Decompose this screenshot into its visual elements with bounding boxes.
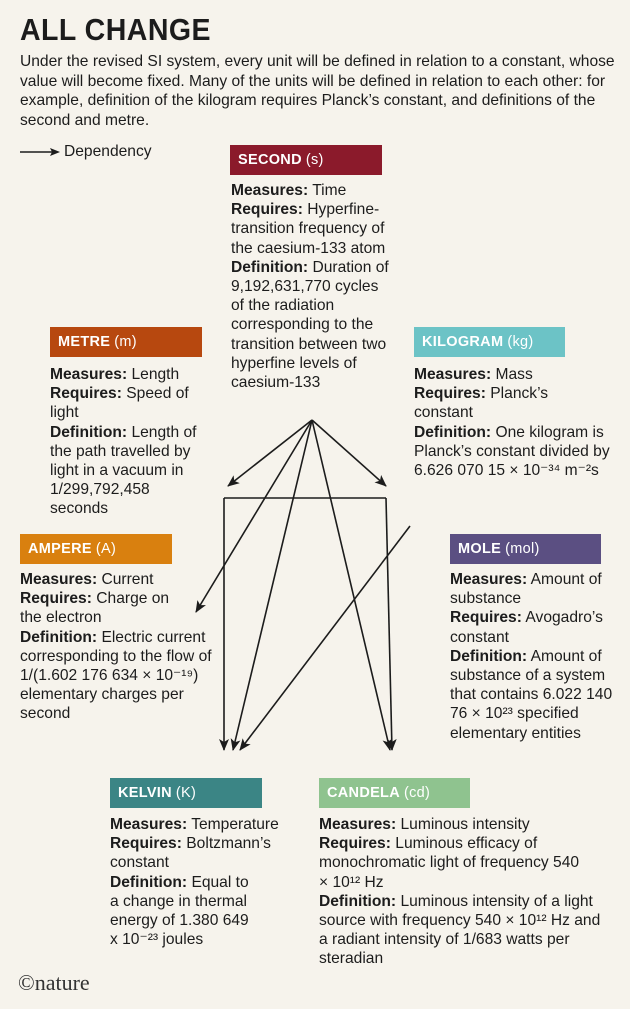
arrow-second-to-candela-a: [312, 420, 390, 750]
metre-info: [50, 365, 212, 519]
candela-name: CANDELA: [327, 785, 400, 801]
kilogram-definition-label: Definition:: [414, 423, 492, 441]
second-header: [230, 145, 382, 175]
arrow-kilogram-to-kelvin: [240, 526, 410, 750]
nature-logo: ©nature: [18, 970, 90, 995]
mole-symbol: (mol): [505, 541, 540, 557]
mole-definition-label: Definition:: [450, 647, 528, 665]
kilogram-header: [414, 327, 565, 357]
ampere-requires-label: Requires:: [20, 590, 92, 608]
ampere-measures: Current: [101, 571, 154, 588]
kelvin-measures: Temperature: [191, 816, 279, 833]
candela-info: [319, 815, 609, 969]
metre-name: METRE: [58, 334, 111, 350]
metre-requires-label: Requires:: [50, 385, 122, 403]
legend-label: Dependency: [64, 143, 152, 160]
mole-name: MOLE: [458, 541, 502, 557]
ampere-header: [20, 534, 172, 564]
mole-info: [450, 570, 620, 743]
ampere-name: AMPERE: [28, 541, 92, 557]
ampere-definition: Electric current corresponding to the flow of 1/(1.602 176 634 × 10⁻¹⁹) elementary charges per second: [20, 628, 212, 723]
mole-definition: Amount of substance of a system that contains 6.022 140 76 × 10²³ specified elementary entities: [450, 647, 613, 742]
kelvin-header: [110, 778, 262, 808]
metre-definition-label: Definition:: [50, 423, 128, 441]
candela-requires: Luminous efficacy of monochromatic light of frequency 540 × 10¹² Hz: [319, 835, 580, 891]
second-requires: Hyperfine-transition frequency of the caesium-133 atom: [231, 201, 386, 257]
candela-definition: Luminous intensity of a light source with frequency 540 × 10¹² Hz and a radiant intensity of 1/683 watts per steradian: [319, 892, 601, 968]
second-measures-label: Measures:: [231, 182, 309, 199]
ampere-symbol: (A): [95, 541, 117, 557]
arrow-second-to-kelvin-a: [233, 420, 312, 750]
ampere-definition-label: Definition:: [20, 628, 98, 646]
mole-measures: Amount of substance: [450, 571, 602, 608]
metre-symbol: (m): [114, 334, 137, 350]
intro-text: Under the revised SI system, every unit will be defined in relation to a constant, whose value will become fixed. Many of the units will be defined in relation to each other: for example, definition of the kilogram requires Planck’s constant, and definitions of the second and metre.: [20, 53, 615, 129]
kelvin-definition-label: Definition:: [110, 873, 188, 891]
metre-measures: Length: [131, 366, 180, 383]
mole-requires-label: Requires:: [450, 609, 522, 627]
metre-definition: Length of the path travelled by light in a vacuum in 1/299,792,458 seconds: [50, 423, 197, 518]
mole-header: [450, 534, 601, 564]
kilogram-requires: Planck’s constant: [414, 385, 549, 422]
ampere-requires: Charge on the electron: [20, 590, 170, 627]
kelvin-requires-label: Requires:: [110, 835, 182, 853]
kilogram-info: [414, 365, 624, 480]
kilogram-measures: Mass: [495, 366, 533, 383]
ampere-measures-label: Measures:: [20, 571, 98, 588]
second-requires-label: Requires:: [231, 201, 303, 219]
candela-measures-label: Measures:: [319, 816, 397, 833]
kilogram-name: KILOGRAM: [422, 334, 504, 350]
second-definition-label: Definition:: [231, 258, 309, 276]
second-info: [231, 181, 391, 392]
page-title: ALL CHANGE: [20, 12, 212, 47]
ampere-info: [20, 570, 220, 724]
kelvin-measures-label: Measures:: [110, 816, 188, 833]
mole-requires: Avogadro’s constant: [450, 609, 603, 646]
candela-header: [319, 778, 470, 808]
kelvin-definition: Equal to a change in thermal energy of 1.380 649 x 10⁻²³ joules: [110, 873, 249, 949]
kilogram-definition: One kilogram is Planck’s constant divided by 6.626 070 15 × 10⁻³⁴ m⁻²s: [414, 423, 610, 480]
second-symbol: (s): [305, 152, 324, 168]
kelvin-requires: Boltzmann’s constant: [110, 835, 271, 872]
kilogram-measures-label: Measures:: [414, 366, 492, 383]
arrow-kilogram-to-candela: [386, 498, 392, 750]
kelvin-info: [110, 815, 295, 949]
metre-measures-label: Measures:: [50, 366, 128, 383]
kilogram-requires-label: Requires:: [414, 385, 486, 403]
kelvin-name: KELVIN: [118, 785, 172, 801]
kelvin-symbol: (K): [175, 785, 197, 801]
arrow-second-to-kilogram: [312, 420, 386, 486]
candela-measures: Luminous intensity: [400, 816, 530, 833]
second-measures: Time: [312, 182, 347, 199]
metre-header: [50, 327, 202, 357]
mole-measures-label: Measures:: [450, 571, 528, 588]
arrow-second-to-metre: [228, 420, 312, 486]
second-definition: Duration of 9,192,631,770 cycles of the radiation corresponding to the transition between two hyperfine levels of caesium-133: [231, 258, 389, 392]
candela-requires-label: Requires:: [319, 835, 391, 853]
metre-requires: Speed of light: [50, 385, 189, 422]
kilogram-symbol: (kg): [507, 334, 534, 350]
candela-symbol: (cd): [404, 785, 431, 801]
candela-definition-label: Definition:: [319, 892, 397, 910]
second-name: SECOND: [238, 152, 302, 168]
